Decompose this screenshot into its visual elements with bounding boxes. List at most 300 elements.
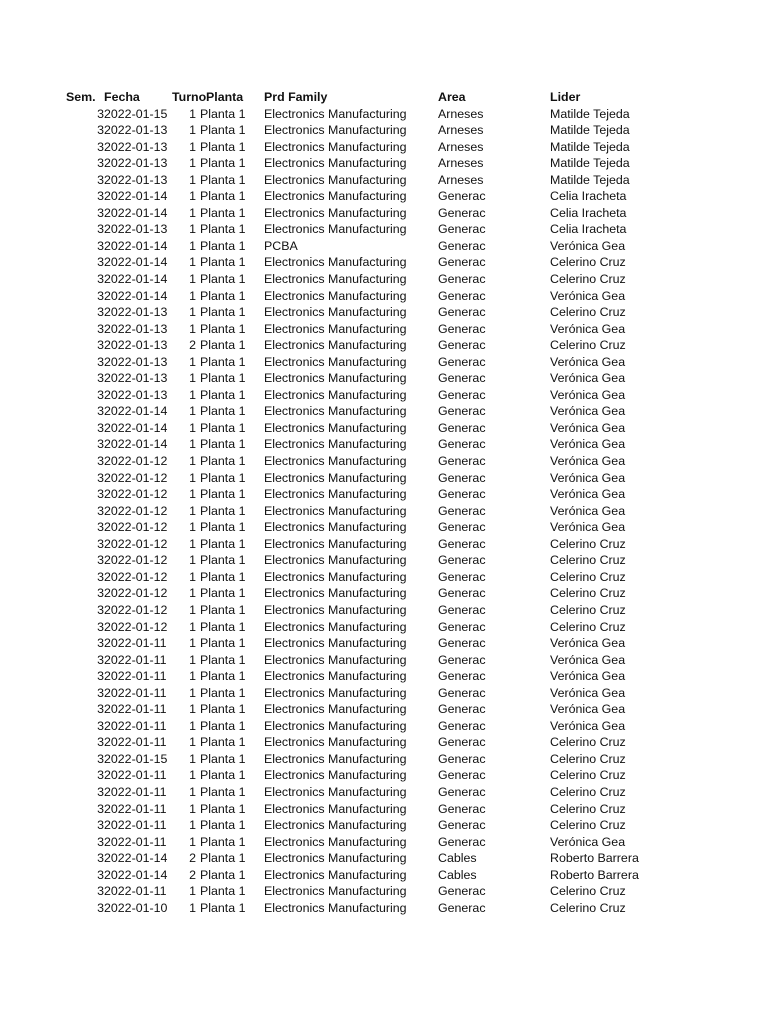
cell-fecha: 2022-01-13 <box>104 338 168 353</box>
cell-sem: 3 <box>97 619 104 634</box>
cell-planta: Planta 1 <box>200 139 246 154</box>
cell-prd-family: Electronics Manufacturing <box>264 536 407 551</box>
table-row <box>66 271 726 288</box>
cell-area: Cables <box>438 867 477 882</box>
cell-area: Generac <box>438 702 486 717</box>
cell-turno: 1 <box>189 735 196 750</box>
table-row <box>66 850 726 867</box>
cell-area: Generac <box>438 751 486 766</box>
cell-fecha: 2022-01-14 <box>104 404 168 419</box>
table-row <box>66 519 726 536</box>
table-row <box>66 486 726 503</box>
cell-sem: 3 <box>97 205 104 220</box>
cell-sem: 3 <box>97 851 104 866</box>
cell-fecha: 2022-01-14 <box>104 420 168 435</box>
table-body <box>66 106 726 917</box>
table-row <box>66 321 726 338</box>
cell-sem: 3 <box>97 238 104 253</box>
cell-fecha: 2022-01-11 <box>104 718 167 733</box>
cell-area: Generac <box>438 536 486 551</box>
cell-planta: Planta 1 <box>200 867 246 882</box>
cell-lider: Celerino Cruz <box>550 272 626 287</box>
cell-planta: Planta 1 <box>200 106 246 121</box>
cell-area: Generac <box>438 371 486 386</box>
table-row <box>66 254 726 271</box>
cell-prd-family: Electronics Manufacturing <box>264 900 407 915</box>
cell-turno: 1 <box>189 602 196 617</box>
cell-fecha: 2022-01-12 <box>104 619 168 634</box>
cell-sem: 3 <box>97 718 104 733</box>
cell-planta: Planta 1 <box>200 387 246 402</box>
cell-area: Generac <box>438 801 486 816</box>
cell-lider: Verónica Gea <box>550 685 626 700</box>
cell-lider: Verónica Gea <box>550 238 626 253</box>
cell-sem: 3 <box>97 569 104 584</box>
cell-planta: Planta 1 <box>200 420 246 435</box>
cell-lider: Celerino Cruz <box>550 735 626 750</box>
spreadsheet-table <box>66 89 726 916</box>
cell-fecha: 2022-01-10 <box>104 900 168 915</box>
cell-area: Generac <box>438 205 486 220</box>
cell-sem: 3 <box>97 487 104 502</box>
cell-area: Generac <box>438 636 486 651</box>
cell-prd-family: Electronics Manufacturing <box>264 338 407 353</box>
cell-turno: 1 <box>189 553 196 568</box>
cell-lider: Celerino Cruz <box>550 569 626 584</box>
cell-prd-family: Electronics Manufacturing <box>264 272 407 287</box>
cell-turno: 1 <box>189 768 196 783</box>
cell-sem: 3 <box>97 156 104 171</box>
cell-turno: 1 <box>189 619 196 634</box>
cell-turno: 1 <box>189 702 196 717</box>
cell-sem: 3 <box>97 139 104 154</box>
cell-planta: Planta 1 <box>200 553 246 568</box>
cell-planta: Planta 1 <box>200 735 246 750</box>
cell-planta: Planta 1 <box>200 801 246 816</box>
cell-fecha: 2022-01-11 <box>104 735 167 750</box>
cell-prd-family: Electronics Manufacturing <box>264 669 407 684</box>
cell-turno: 1 <box>189 272 196 287</box>
cell-prd-family: Electronics Manufacturing <box>264 354 407 369</box>
cell-fecha: 2022-01-12 <box>104 487 168 502</box>
cell-lider: Matilde Tejeda <box>550 156 630 171</box>
cell-lider: Verónica Gea <box>550 387 626 402</box>
cell-fecha: 2022-01-13 <box>104 222 168 237</box>
cell-sem: 3 <box>97 900 104 915</box>
cell-planta: Planta 1 <box>200 272 246 287</box>
cell-sem: 3 <box>97 818 104 833</box>
cell-sem: 3 <box>97 354 104 369</box>
table-row <box>66 883 726 900</box>
cell-prd-family: Electronics Manufacturing <box>264 437 407 452</box>
cell-turno: 1 <box>189 487 196 502</box>
cell-sem: 3 <box>97 404 104 419</box>
cell-lider: Verónica Gea <box>550 503 626 518</box>
cell-fecha: 2022-01-12 <box>104 520 168 535</box>
cell-planta: Planta 1 <box>200 520 246 535</box>
cell-planta: Planta 1 <box>200 636 246 651</box>
cell-turno: 1 <box>189 305 196 320</box>
cell-lider: Verónica Gea <box>550 288 626 303</box>
cell-turno: 1 <box>189 288 196 303</box>
cell-prd-family: Electronics Manufacturing <box>264 718 407 733</box>
cell-lider: Celerino Cruz <box>550 801 626 816</box>
table-row <box>66 668 726 685</box>
table-row <box>66 602 726 619</box>
cell-sem: 3 <box>97 834 104 849</box>
cell-planta: Planta 1 <box>200 238 246 253</box>
cell-planta: Planta 1 <box>200 205 246 220</box>
table-row <box>66 155 726 172</box>
cell-fecha: 2022-01-11 <box>104 702 167 717</box>
cell-fecha: 2022-01-11 <box>104 884 167 899</box>
cell-fecha: 2022-01-14 <box>104 255 168 270</box>
cell-area: Generac <box>438 404 486 419</box>
cell-fecha: 2022-01-11 <box>104 784 167 799</box>
cell-area: Generac <box>438 420 486 435</box>
cell-area: Cables <box>438 851 477 866</box>
cell-area: Generac <box>438 288 486 303</box>
cell-lider: Celerino Cruz <box>550 751 626 766</box>
cell-fecha: 2022-01-13 <box>104 172 168 187</box>
cell-turno: 1 <box>189 387 196 402</box>
cell-planta: Planta 1 <box>200 669 246 684</box>
cell-prd-family: Electronics Manufacturing <box>264 636 407 651</box>
cell-turno: 1 <box>189 520 196 535</box>
cell-area: Generac <box>438 652 486 667</box>
cell-prd-family: Electronics Manufacturing <box>264 404 407 419</box>
cell-prd-family: Electronics Manufacturing <box>264 321 407 336</box>
cell-fecha: 2022-01-13 <box>104 156 168 171</box>
cell-lider: Verónica Gea <box>550 652 626 667</box>
cell-prd-family: Electronics Manufacturing <box>264 288 407 303</box>
cell-fecha: 2022-01-11 <box>104 801 167 816</box>
cell-planta: Planta 1 <box>200 685 246 700</box>
cell-turno: 2 <box>189 867 196 882</box>
cell-prd-family: Electronics Manufacturing <box>264 685 407 700</box>
table-row <box>66 453 726 470</box>
cell-lider: Verónica Gea <box>550 702 626 717</box>
cell-prd-family: Electronics Manufacturing <box>264 222 407 237</box>
cell-planta: Planta 1 <box>200 619 246 634</box>
cell-prd-family: Electronics Manufacturing <box>264 305 407 320</box>
cell-turno: 1 <box>189 156 196 171</box>
cell-sem: 3 <box>97 470 104 485</box>
cell-sem: 3 <box>97 652 104 667</box>
cell-prd-family: Electronics Manufacturing <box>264 553 407 568</box>
cell-prd-family: Electronics Manufacturing <box>264 652 407 667</box>
cell-fecha: 2022-01-11 <box>104 636 167 651</box>
cell-area: Generac <box>438 520 486 535</box>
cell-prd-family: Electronics Manufacturing <box>264 454 407 469</box>
cell-lider: Verónica Gea <box>550 420 626 435</box>
cell-sem: 3 <box>97 305 104 320</box>
cell-prd-family: Electronics Manufacturing <box>264 569 407 584</box>
table-row <box>66 619 726 636</box>
cell-area: Generac <box>438 454 486 469</box>
header-prd-family: Prd Family <box>264 90 328 104</box>
cell-area: Generac <box>438 272 486 287</box>
table-row <box>66 304 726 321</box>
cell-fecha: 2022-01-14 <box>104 851 168 866</box>
cell-turno: 1 <box>189 685 196 700</box>
cell-fecha: 2022-01-12 <box>104 454 168 469</box>
cell-lider: Roberto Barrera <box>550 851 639 866</box>
cell-sem: 3 <box>97 636 104 651</box>
cell-fecha: 2022-01-13 <box>104 123 168 138</box>
cell-fecha: 2022-01-15 <box>104 751 168 766</box>
cell-prd-family: Electronics Manufacturing <box>264 470 407 485</box>
table-row <box>66 767 726 784</box>
cell-area: Generac <box>438 222 486 237</box>
table-row <box>66 900 726 917</box>
cell-prd-family: Electronics Manufacturing <box>264 818 407 833</box>
cell-fecha: 2022-01-12 <box>104 470 168 485</box>
table-row <box>66 403 726 420</box>
cell-sem: 3 <box>97 751 104 766</box>
cell-lider: Celerino Cruz <box>550 586 626 601</box>
cell-area: Generac <box>438 735 486 750</box>
cell-fecha: 2022-01-14 <box>104 205 168 220</box>
cell-prd-family: Electronics Manufacturing <box>264 205 407 220</box>
header-turno: Turno <box>172 90 207 104</box>
cell-area: Generac <box>438 338 486 353</box>
cell-prd-family: Electronics Manufacturing <box>264 371 407 386</box>
cell-planta: Planta 1 <box>200 487 246 502</box>
cell-area: Arneses <box>438 106 484 121</box>
cell-turno: 1 <box>189 818 196 833</box>
cell-fecha: 2022-01-14 <box>104 288 168 303</box>
table-row <box>66 172 726 189</box>
cell-area: Generac <box>438 834 486 849</box>
cell-fecha: 2022-01-13 <box>104 387 168 402</box>
cell-area: Generac <box>438 602 486 617</box>
cell-fecha: 2022-01-12 <box>104 503 168 518</box>
cell-sem: 3 <box>97 371 104 386</box>
header-row <box>66 89 726 106</box>
cell-turno: 1 <box>189 652 196 667</box>
cell-prd-family: Electronics Manufacturing <box>264 884 407 899</box>
cell-area: Generac <box>438 470 486 485</box>
cell-turno: 1 <box>189 454 196 469</box>
cell-prd-family: Electronics Manufacturing <box>264 801 407 816</box>
cell-area: Arneses <box>438 156 484 171</box>
cell-fecha: 2022-01-13 <box>104 321 168 336</box>
cell-prd-family: PCBA <box>264 238 298 253</box>
cell-lider: Verónica Gea <box>550 669 626 684</box>
cell-planta: Planta 1 <box>200 189 246 204</box>
cell-turno: 1 <box>189 536 196 551</box>
cell-fecha: 2022-01-12 <box>104 569 168 584</box>
table-row <box>66 552 726 569</box>
table-row <box>66 503 726 520</box>
cell-prd-family: Electronics Manufacturing <box>264 139 407 154</box>
cell-planta: Planta 1 <box>200 470 246 485</box>
cell-fecha: 2022-01-13 <box>104 139 168 154</box>
cell-planta: Planta 1 <box>200 718 246 733</box>
cell-area: Generac <box>438 189 486 204</box>
cell-lider: Matilde Tejeda <box>550 172 630 187</box>
cell-lider: Verónica Gea <box>550 718 626 733</box>
table-row <box>66 784 726 801</box>
table-row <box>66 470 726 487</box>
cell-area: Generac <box>438 437 486 452</box>
cell-area: Generac <box>438 553 486 568</box>
table-row <box>66 718 726 735</box>
cell-lider: Matilde Tejeda <box>550 139 630 154</box>
cell-prd-family: Electronics Manufacturing <box>264 106 407 121</box>
table-row <box>66 238 726 255</box>
cell-area: Generac <box>438 768 486 783</box>
cell-lider: Verónica Gea <box>550 834 626 849</box>
cell-prd-family: Electronics Manufacturing <box>264 586 407 601</box>
cell-lider: Verónica Gea <box>550 437 626 452</box>
cell-sem: 3 <box>97 669 104 684</box>
cell-planta: Planta 1 <box>200 569 246 584</box>
cell-prd-family: Electronics Manufacturing <box>264 735 407 750</box>
cell-sem: 3 <box>97 768 104 783</box>
cell-prd-family: Electronics Manufacturing <box>264 768 407 783</box>
cell-turno: 2 <box>189 338 196 353</box>
cell-sem: 3 <box>97 123 104 138</box>
cell-lider: Verónica Gea <box>550 354 626 369</box>
table-row <box>66 817 726 834</box>
cell-area: Generac <box>438 586 486 601</box>
cell-planta: Planta 1 <box>200 851 246 866</box>
table-row <box>66 288 726 305</box>
cell-prd-family: Electronics Manufacturing <box>264 867 407 882</box>
cell-fecha: 2022-01-14 <box>104 189 168 204</box>
cell-area: Generac <box>438 669 486 684</box>
cell-planta: Planta 1 <box>200 123 246 138</box>
cell-fecha: 2022-01-12 <box>104 602 168 617</box>
cell-lider: Celerino Cruz <box>550 553 626 568</box>
table-row <box>66 801 726 818</box>
cell-prd-family: Electronics Manufacturing <box>264 619 407 634</box>
header-lider: Lider <box>550 90 581 104</box>
cell-sem: 3 <box>97 222 104 237</box>
cell-sem: 3 <box>97 553 104 568</box>
table-row <box>66 867 726 884</box>
cell-prd-family: Electronics Manufacturing <box>264 387 407 402</box>
cell-planta: Planta 1 <box>200 751 246 766</box>
cell-area: Generac <box>438 818 486 833</box>
cell-turno: 1 <box>189 784 196 799</box>
cell-planta: Planta 1 <box>200 172 246 187</box>
cell-turno: 1 <box>189 106 196 121</box>
cell-turno: 1 <box>189 437 196 452</box>
cell-prd-family: Electronics Manufacturing <box>264 520 407 535</box>
cell-sem: 3 <box>97 420 104 435</box>
cell-sem: 3 <box>97 735 104 750</box>
cell-planta: Planta 1 <box>200 437 246 452</box>
cell-area: Arneses <box>438 139 484 154</box>
cell-area: Generac <box>438 503 486 518</box>
cell-lider: Verónica Gea <box>550 487 626 502</box>
cell-sem: 3 <box>97 685 104 700</box>
table-row <box>66 635 726 652</box>
cell-lider: Verónica Gea <box>550 470 626 485</box>
cell-fecha: 2022-01-12 <box>104 536 168 551</box>
cell-sem: 3 <box>97 520 104 535</box>
cell-planta: Planta 1 <box>200 156 246 171</box>
cell-prd-family: Electronics Manufacturing <box>264 602 407 617</box>
cell-fecha: 2022-01-14 <box>104 272 168 287</box>
cell-planta: Planta 1 <box>200 288 246 303</box>
cell-planta: Planta 1 <box>200 338 246 353</box>
cell-area: Generac <box>438 487 486 502</box>
table-row <box>66 188 726 205</box>
table-row <box>66 420 726 437</box>
cell-sem: 3 <box>97 172 104 187</box>
cell-fecha: 2022-01-11 <box>104 834 167 849</box>
cell-planta: Planta 1 <box>200 503 246 518</box>
cell-turno: 1 <box>189 354 196 369</box>
cell-lider: Celerino Cruz <box>550 255 626 270</box>
cell-sem: 3 <box>97 586 104 601</box>
cell-planta: Planta 1 <box>200 354 246 369</box>
table-row <box>66 387 726 404</box>
cell-prd-family: Electronics Manufacturing <box>264 255 407 270</box>
cell-sem: 3 <box>97 189 104 204</box>
cell-fecha: 2022-01-11 <box>104 685 167 700</box>
cell-prd-family: Electronics Manufacturing <box>264 172 407 187</box>
cell-lider: Celia Iracheta <box>550 205 627 220</box>
cell-sem: 3 <box>97 255 104 270</box>
cell-sem: 3 <box>97 272 104 287</box>
cell-lider: Verónica Gea <box>550 636 626 651</box>
cell-planta: Planta 1 <box>200 784 246 799</box>
cell-lider: Verónica Gea <box>550 454 626 469</box>
cell-area: Generac <box>438 784 486 799</box>
cell-lider: Roberto Barrera <box>550 867 639 882</box>
cell-lider: Verónica Gea <box>550 371 626 386</box>
table-row <box>66 751 726 768</box>
table-row <box>66 139 726 156</box>
cell-fecha: 2022-01-12 <box>104 586 168 601</box>
cell-lider: Celerino Cruz <box>550 818 626 833</box>
table-row <box>66 536 726 553</box>
cell-turno: 1 <box>189 255 196 270</box>
cell-fecha: 2022-01-15 <box>104 106 168 121</box>
cell-turno: 1 <box>189 503 196 518</box>
cell-planta: Planta 1 <box>200 702 246 717</box>
cell-lider: Celerino Cruz <box>550 619 626 634</box>
cell-fecha: 2022-01-14 <box>104 437 168 452</box>
cell-turno: 1 <box>189 801 196 816</box>
cell-fecha: 2022-01-14 <box>104 867 168 882</box>
cell-prd-family: Electronics Manufacturing <box>264 503 407 518</box>
cell-lider: Verónica Gea <box>550 520 626 535</box>
cell-lider: Celerino Cruz <box>550 305 626 320</box>
cell-sem: 3 <box>97 884 104 899</box>
cell-lider: Celerino Cruz <box>550 338 626 353</box>
cell-turno: 1 <box>189 123 196 138</box>
cell-turno: 1 <box>189 586 196 601</box>
table-row <box>66 354 726 371</box>
table-row <box>66 652 726 669</box>
cell-planta: Planta 1 <box>200 884 246 899</box>
cell-turno: 1 <box>189 636 196 651</box>
cell-sem: 3 <box>97 321 104 336</box>
cell-area: Generac <box>438 321 486 336</box>
cell-turno: 1 <box>189 718 196 733</box>
table-row <box>66 370 726 387</box>
cell-planta: Planta 1 <box>200 536 246 551</box>
table-row <box>66 221 726 238</box>
cell-turno: 1 <box>189 470 196 485</box>
cell-area: Generac <box>438 255 486 270</box>
